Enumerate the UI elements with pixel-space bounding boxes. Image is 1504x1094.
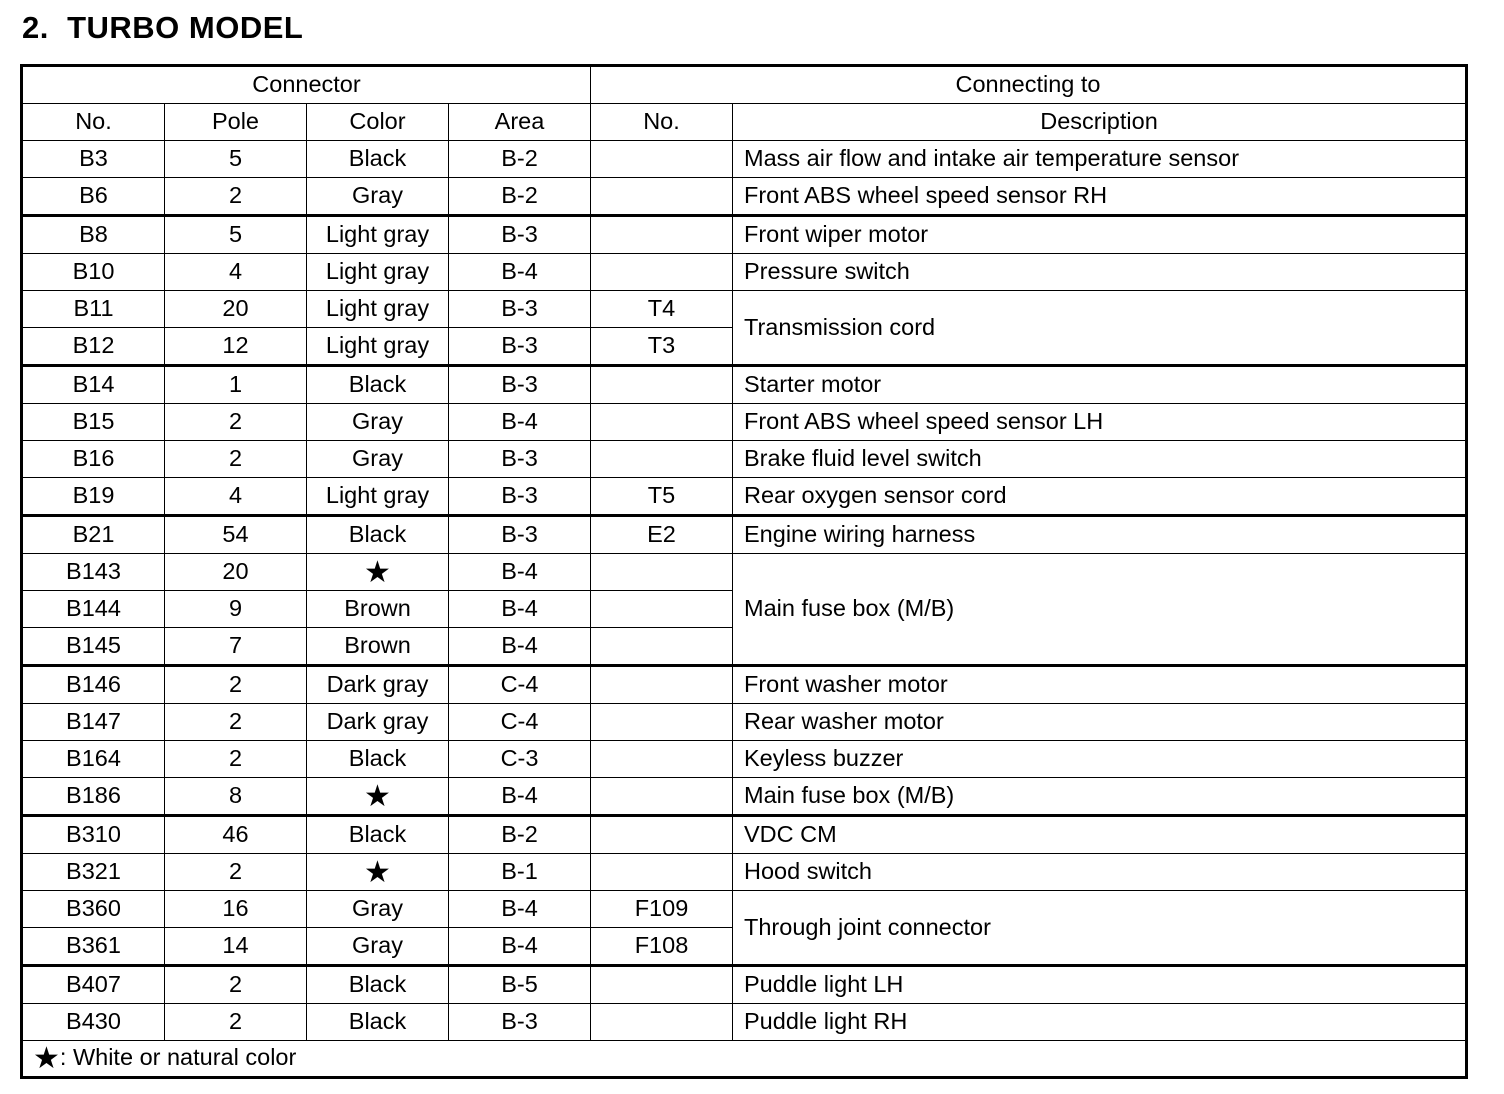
connector-area: B-2 [449,816,591,854]
connector-no: B143 [23,554,165,591]
connector-color [307,778,449,816]
connector-area: B-5 [449,966,591,1004]
connector-color: Gray [307,178,449,216]
connecting-no [591,366,733,404]
connecting-description: Puddle light LH [733,966,1466,1004]
connector-area: B-3 [449,1004,591,1041]
connector-color [307,554,449,591]
table-row [23,141,1466,178]
connector-no: B144 [23,591,165,628]
connector-no: B146 [23,666,165,704]
connecting-no [591,441,733,478]
footnote-text: : White or natural color [59,1043,297,1070]
connector-area: B-4 [449,554,591,591]
connector-area: B-4 [449,928,591,966]
connector-no: B310 [23,816,165,854]
connector-area: B-2 [449,178,591,216]
connecting-description: Main fuse box (M/B) [733,778,1466,816]
connector-area: B-3 [449,366,591,404]
connecting-no: E2 [591,516,733,554]
connector-area: B-1 [449,854,591,891]
connector-area: B-2 [449,141,591,178]
connecting-no: T3 [591,328,733,366]
connector-no: B361 [23,928,165,966]
connector-area: B-4 [449,628,591,666]
table-row [23,291,1466,328]
connecting-no [591,704,733,741]
connecting-no [591,216,733,254]
table-row [23,1004,1466,1041]
connector-area: B-4 [449,591,591,628]
table-row [23,404,1466,441]
connector-no: B21 [23,516,165,554]
connector-pole: 14 [165,928,307,966]
connector-no: B186 [23,778,165,816]
connecting-no [591,254,733,291]
connector-area: B-3 [449,291,591,328]
connector-area: C-3 [449,741,591,778]
connector-pole: 9 [165,591,307,628]
connector-no: B3 [23,141,165,178]
table-row [23,854,1466,891]
connector-no: B19 [23,478,165,516]
column-header-description: Description [733,104,1466,141]
connector-area: B-4 [449,404,591,441]
column-header-to-no: No. [591,104,733,141]
page-title: 2. TURBO MODEL [22,10,304,45]
star-icon: ★ [364,780,391,813]
connector-group-header: Connector [23,67,591,104]
star-icon: ★ [364,856,391,889]
connector-no: B145 [23,628,165,666]
footnote [23,1041,1466,1077]
connecting-no: T4 [591,291,733,328]
table-row [23,891,1466,928]
connector-color: Black [307,366,449,404]
connector-color: Brown [307,591,449,628]
connecting-no [591,854,733,891]
connector-pole: 12 [165,328,307,366]
table-row [23,441,1466,478]
connector-color: Dark gray [307,666,449,704]
connector-color: Gray [307,928,449,966]
connecting-no: F109 [591,891,733,928]
connecting-description: Transmission cord [733,291,1466,366]
connector-color: Black [307,141,449,178]
table-row [23,778,1466,816]
connector-color: Gray [307,404,449,441]
footnote-row [23,1041,1466,1077]
column-header-color: Color [307,104,449,141]
connecting-no [591,141,733,178]
column-header-pole: Pole [165,104,307,141]
connector-no: B11 [23,291,165,328]
connector-area: B-4 [449,778,591,816]
connecting-no [591,966,733,1004]
connecting-no [591,1004,733,1041]
table-row [23,254,1466,291]
connector-pole: 2 [165,741,307,778]
connector-area: C-4 [449,666,591,704]
connector-pole: 2 [165,704,307,741]
connector-area: B-3 [449,328,591,366]
connecting-no: T5 [591,478,733,516]
connector-area: B-3 [449,516,591,554]
connector-table [22,66,1466,1077]
table-row [23,554,1466,591]
connecting-no [591,816,733,854]
connecting-description: Hood switch [733,854,1466,891]
connector-color: Light gray [307,216,449,254]
connector-pole: 1 [165,366,307,404]
connecting-description: Engine wiring harness [733,516,1466,554]
connector-no: B164 [23,741,165,778]
header-row-columns [23,104,1466,141]
connector-pole: 2 [165,1004,307,1041]
connecting-description: Front washer motor [733,666,1466,704]
connector-pole: 2 [165,441,307,478]
connector-no: B6 [23,178,165,216]
connector-color: Light gray [307,254,449,291]
connector-color [307,854,449,891]
connector-pole: 2 [165,404,307,441]
connector-color: Black [307,966,449,1004]
connector-area: B-3 [449,216,591,254]
connecting-description: VDC CM [733,816,1466,854]
connector-color: Light gray [307,291,449,328]
connecting-no: F108 [591,928,733,966]
connector-pole: 16 [165,891,307,928]
connector-pole: 7 [165,628,307,666]
column-header-no: No. [23,104,165,141]
connector-no: B321 [23,854,165,891]
connector-no: B430 [23,1004,165,1041]
connector-no: B407 [23,966,165,1004]
connector-no: B16 [23,441,165,478]
connecting-no [591,178,733,216]
connector-pole: 4 [165,478,307,516]
connecting-no [591,404,733,441]
connector-pole: 5 [165,141,307,178]
connecting-description: Pressure switch [733,254,1466,291]
table-row [23,478,1466,516]
table-row [23,516,1466,554]
connecting-description: Keyless buzzer [733,741,1466,778]
connecting-description: Starter motor [733,366,1466,404]
table-row [23,216,1466,254]
table-row [23,666,1466,704]
connector-pole: 8 [165,778,307,816]
connector-no: B10 [23,254,165,291]
connector-no: B12 [23,328,165,366]
table-row [23,966,1466,1004]
connector-color: Black [307,516,449,554]
connector-pole: 2 [165,966,307,1004]
connector-no: B360 [23,891,165,928]
connector-area: B-4 [449,891,591,928]
connector-no: B147 [23,704,165,741]
connector-no: B8 [23,216,165,254]
table-body [23,141,1466,1077]
connecting-description: Mass air flow and intake air temperature sensor [733,141,1466,178]
star-icon: ★ [33,1041,60,1075]
connector-no: B15 [23,404,165,441]
connector-no: B14 [23,366,165,404]
connecting-no [591,741,733,778]
connector-area: B-4 [449,254,591,291]
connecting-description: Front ABS wheel speed sensor RH [733,178,1466,216]
connecting-no [591,554,733,591]
connector-pole: 2 [165,666,307,704]
connecting-description: Main fuse box (M/B) [733,554,1466,666]
table-row [23,704,1466,741]
connector-pole: 20 [165,554,307,591]
connector-color: Black [307,816,449,854]
connector-color: Gray [307,891,449,928]
connecting-description: Through joint connector [733,891,1466,966]
table-row [23,741,1466,778]
connector-color: Brown [307,628,449,666]
connector-pole: 4 [165,254,307,291]
connector-pole: 54 [165,516,307,554]
connector-area: C-4 [449,704,591,741]
connecting-no [591,666,733,704]
connecting-description: Front ABS wheel speed sensor LH [733,404,1466,441]
connecting-description: Front wiper motor [733,216,1466,254]
connector-pole: 2 [165,854,307,891]
connecting-description: Rear oxygen sensor cord [733,478,1466,516]
connector-color: Dark gray [307,704,449,741]
connecting-no [591,591,733,628]
connector-area: B-3 [449,441,591,478]
connecting-to-group-header: Connecting to [591,67,1466,104]
connector-pole: 46 [165,816,307,854]
table-row [23,816,1466,854]
connector-pole: 20 [165,291,307,328]
connector-area: B-3 [449,478,591,516]
header-row-groups [23,67,1466,104]
column-header-area: Area [449,104,591,141]
star-icon: ★ [364,556,391,589]
connector-color: Light gray [307,478,449,516]
connecting-no [591,628,733,666]
connector-pole: 5 [165,216,307,254]
connector-color: Light gray [307,328,449,366]
connecting-description: Rear washer motor [733,704,1466,741]
connecting-no [591,778,733,816]
connector-color: Black [307,741,449,778]
table-row [23,366,1466,404]
connector-pole: 2 [165,178,307,216]
connector-color: Black [307,1004,449,1041]
connector-color: Gray [307,441,449,478]
connecting-description: Brake fluid level switch [733,441,1466,478]
connecting-description: Puddle light RH [733,1004,1466,1041]
table-row [23,178,1466,216]
